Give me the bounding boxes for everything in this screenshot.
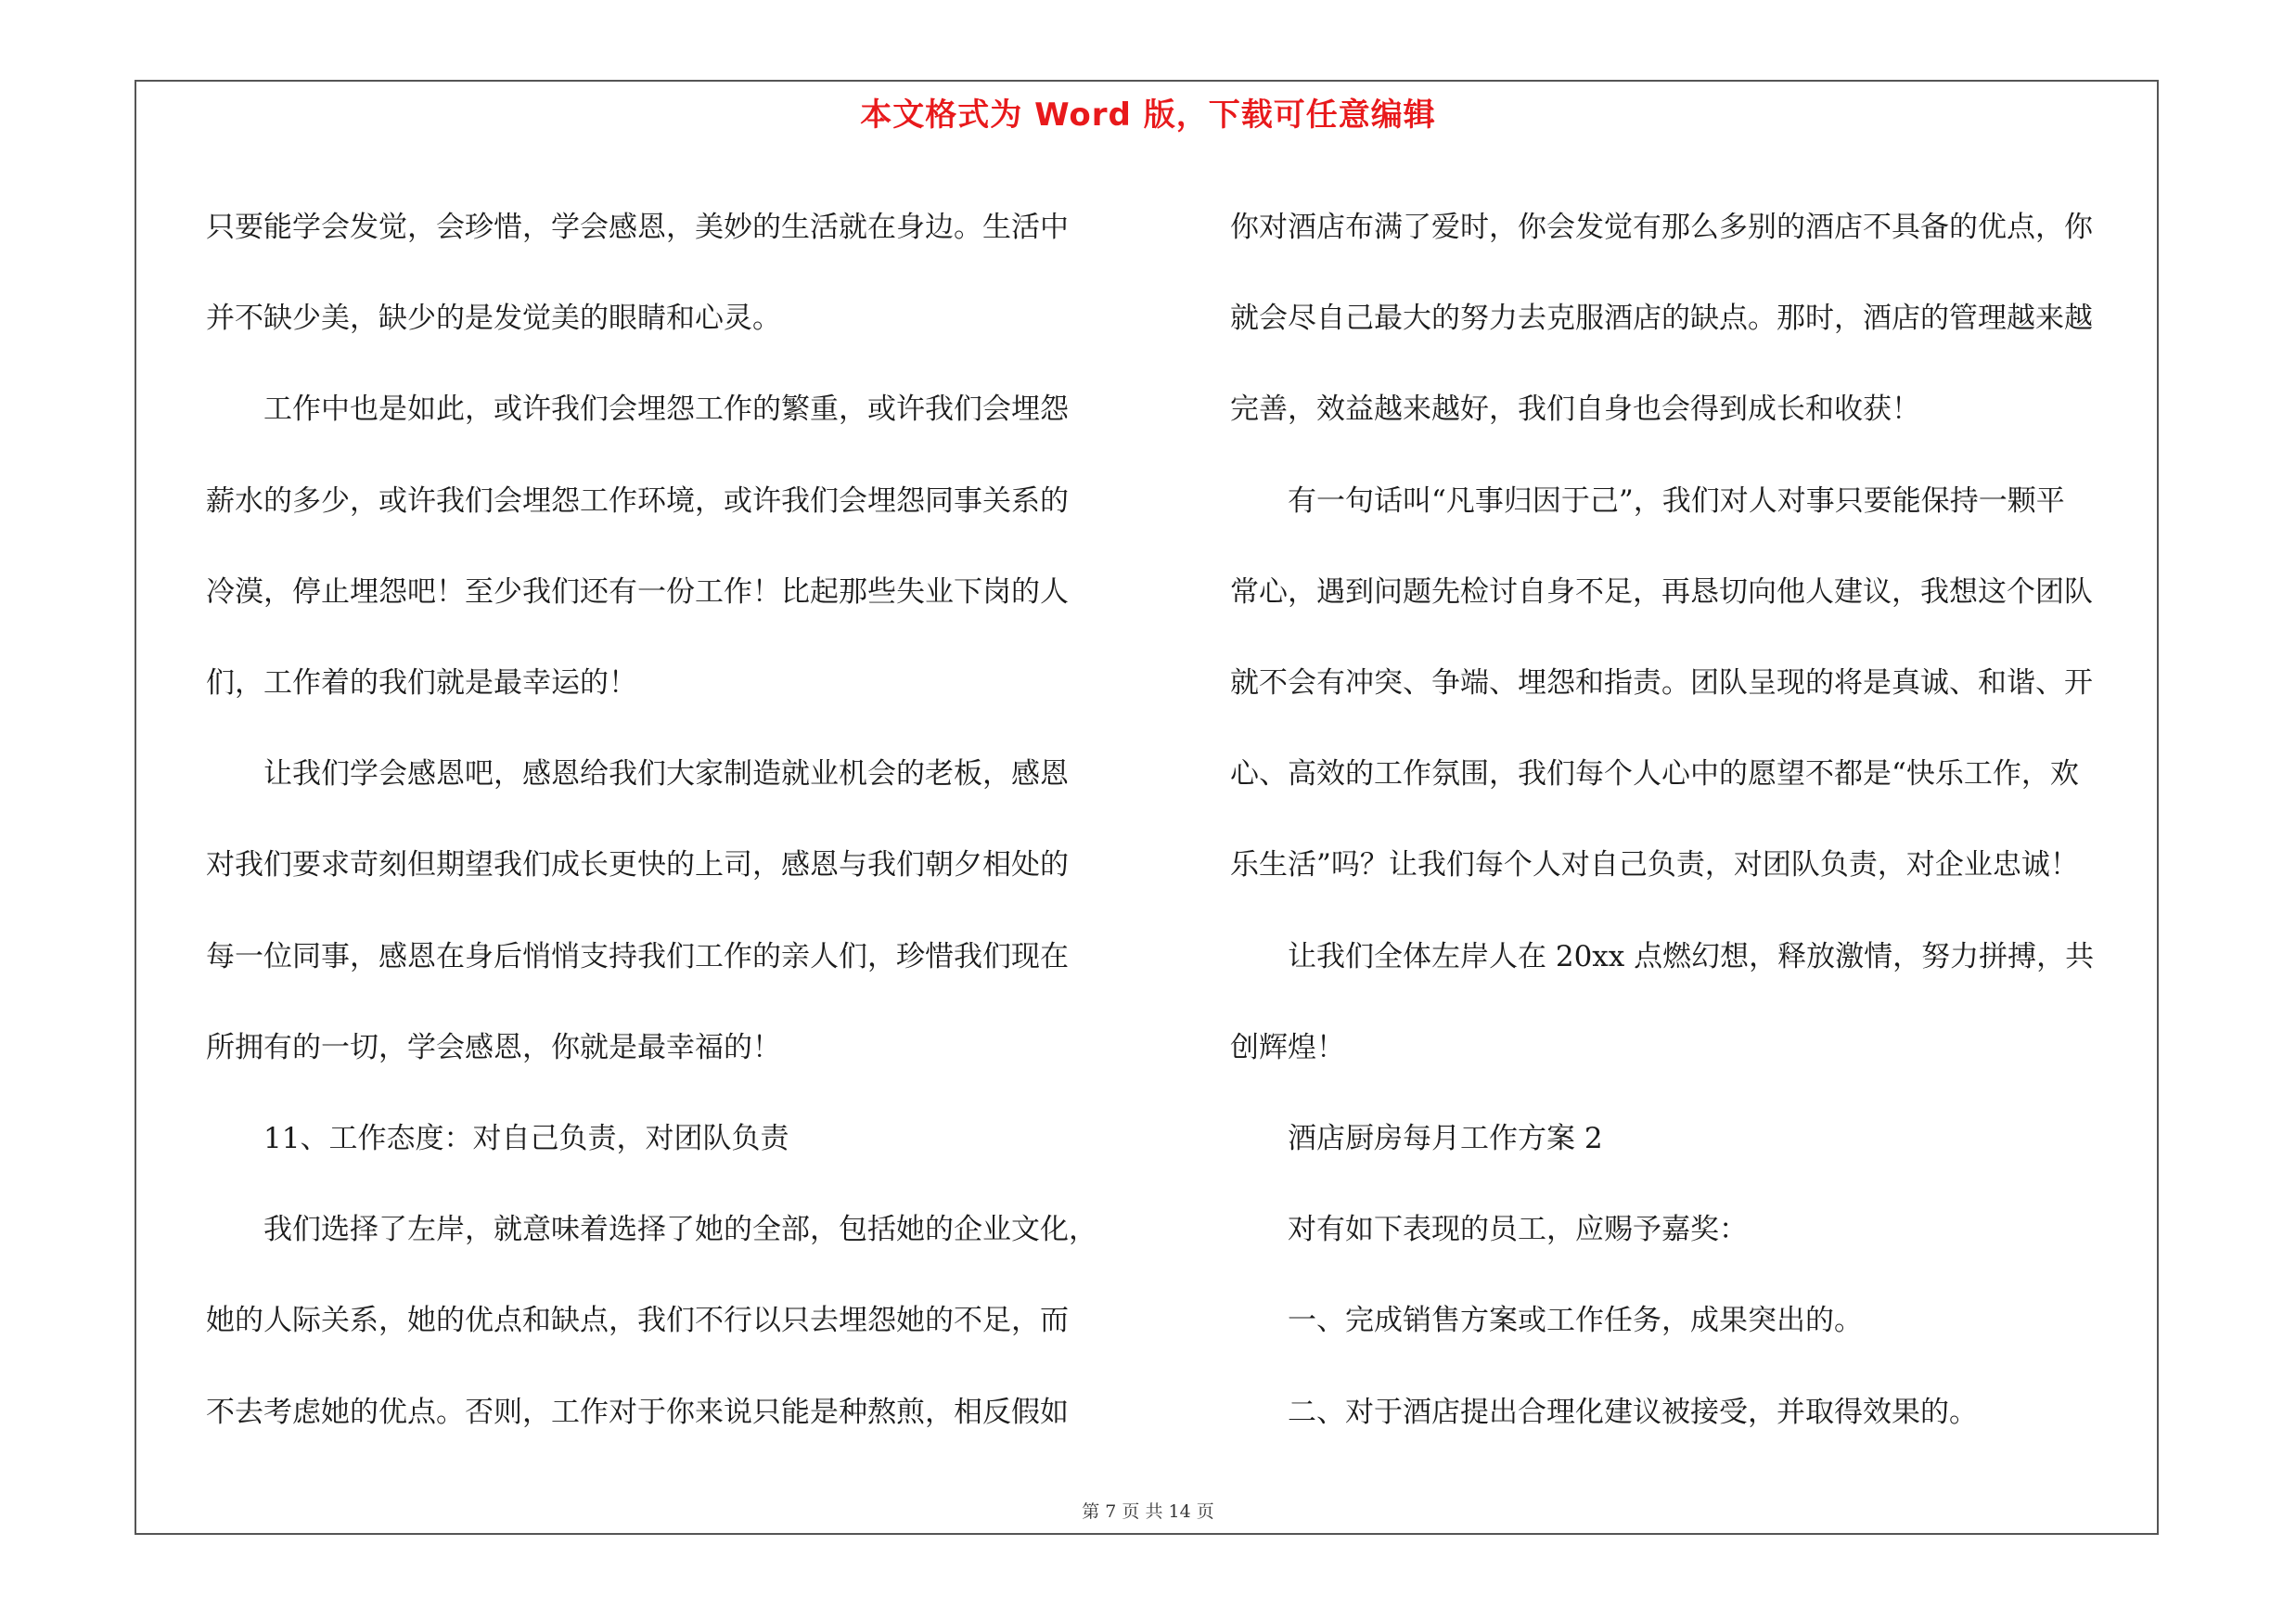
text-line: 我们选择了左岸，就意味着选择了她的全部，包括她的企业文化，	[206, 1213, 1097, 1247]
text-line: 就会尽自己最大的努力去克服酒店的缺点。那时，酒店的管理越来越	[1230, 302, 2093, 336]
text-line: 每一位同事，感恩在身后悄悄支持我们工作的亲人们，珍惜我们现在	[206, 939, 1069, 973]
text-line: 冷漠，停止埋怨吧！至少我们还有一份工作！比起那些失业下岗的人	[206, 574, 1069, 609]
text-line: 一、完成销售方案或工作任务，成果突出的。	[1230, 1304, 1863, 1338]
text-line: 薪水的多少，或许我们会埋怨工作环境，或许我们会埋怨同事关系的	[206, 483, 1069, 518]
text-line: 只要能学会发觉，会珍惜，学会感恩，美妙的生活就在身边。生活中	[206, 211, 1069, 244]
text-line: 工作中也是如此，或许我们会埋怨工作的繁重，或许我们会埋怨	[206, 393, 1069, 427]
text-line: 创辉煌！	[1230, 1030, 1345, 1064]
text-line: 让我们全体左岸人在 20xx 点燃幻想，释放激情，努力拼搏，共	[1230, 939, 2095, 973]
text-line: 完善，效益越来越好，我们自身也会得到成长和收获！	[1230, 393, 1920, 427]
text-line: 11、工作态度：对自己负责，对团队负责	[206, 1122, 789, 1156]
text-line: 乐生活”吗？让我们每个人对自己负责，对团队负责，对企业忠诚！	[1230, 848, 2079, 882]
text-line: 就不会有冲突、争端、埋怨和指责。团队呈现的将是真诚、和谐、开	[1230, 666, 2093, 701]
text-line: 并不缺少美，缺少的是发觉美的眼睛和心灵。	[206, 302, 781, 336]
text-line: 心、高效的工作氛围，我们每个人心中的愿望不都是“快乐工作，欢	[1230, 757, 2079, 792]
text-line: 对有如下表现的员工，应赐予嘉奖：	[1230, 1213, 1748, 1247]
format-banner: 本文格式为 Word 版，下载可任意编辑	[860, 97, 1436, 134]
left-column	[206, 182, 1134, 1458]
text-line: 酒店厨房每月工作方案 2	[1230, 1122, 1603, 1156]
text-line: 有一句话叫“凡事归因于己”，我们对人对事只要能保持一颗平	[1230, 483, 2065, 518]
text-line: 常心，遇到问题先检讨自身不足，再恳切向他人建议，我想这个团队	[1230, 574, 2093, 609]
right-column	[1230, 182, 2176, 1458]
text-line: 所拥有的一切，学会感恩，你就是最幸福的！	[206, 1030, 781, 1064]
text-line: 不去考虑她的优点。否则，工作对于你来说只能是种熬煎，相反假如	[206, 1395, 1069, 1429]
text-line: 她的人际关系，她的优点和缺点，我们不行以只去埋怨她的不足，而	[206, 1304, 1069, 1338]
text-line: 们，工作着的我们就是最幸运的！	[206, 666, 637, 701]
text-line: 你对酒店布满了爱时，你会发觉有那么多别的酒店不具备的优点，你	[1230, 211, 2093, 244]
text-line: 让我们学会感恩吧，感恩给我们大家制造就业机会的老板，感恩	[206, 757, 1069, 792]
text-line: 对我们要求苛刻但期望我们成长更快的上司，感恩与我们朝夕相处的	[206, 848, 1069, 882]
page-footer: 第 7 页 共 14 页	[1082, 1501, 1214, 1522]
text-line: 二、对于酒店提出合理化建议被接受，并取得效果的。	[1230, 1395, 1978, 1429]
